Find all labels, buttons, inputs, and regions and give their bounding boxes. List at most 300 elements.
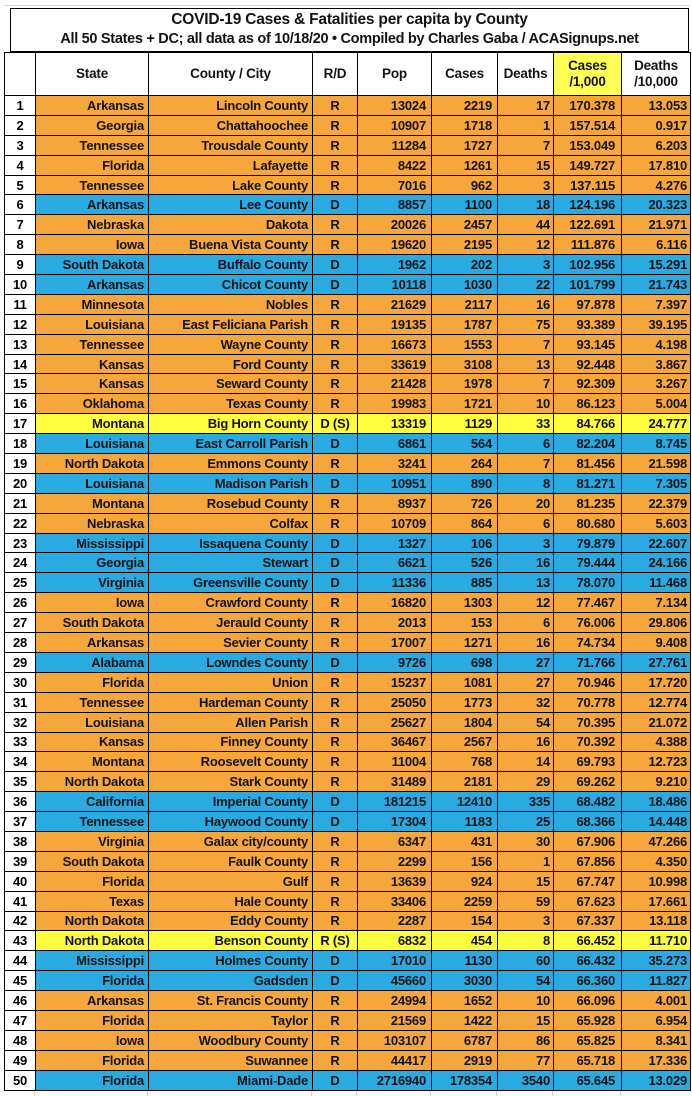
- cases-cell: 2219: [432, 96, 498, 116]
- cases-per-1000-cell: 92.309: [554, 374, 622, 394]
- state-cell: Tennessee: [36, 175, 149, 195]
- cases-per-1000-cell: 122.691: [554, 215, 622, 235]
- col-header-county: County / City: [149, 53, 313, 96]
- deaths-cell: 6: [498, 613, 554, 633]
- deaths-per-10000-cell: 5.603: [622, 513, 691, 533]
- cases-cell: 3030: [432, 971, 498, 991]
- county-cell: Crawford County: [149, 593, 313, 613]
- cases-per-1000-cell: 124.196: [554, 195, 622, 215]
- deaths-per-10000-cell: 4.350: [622, 851, 691, 871]
- deaths-per-10000-cell: 7.134: [622, 593, 691, 613]
- state-cell: Louisiana: [36, 314, 149, 334]
- party-cell: D: [313, 652, 358, 672]
- pop-cell: 13024: [358, 96, 432, 116]
- table-row: [5, 215, 691, 235]
- deaths-per-10000-cell: 35.273: [622, 951, 691, 971]
- cases-cell: 1303: [432, 593, 498, 613]
- county-cell: Hale County: [149, 891, 313, 911]
- county-cell: Lee County: [149, 195, 313, 215]
- rank-cell: 13: [5, 334, 36, 354]
- spreadsheet-gridline-bottom: [4, 1091, 690, 1096]
- rank-cell: 18: [5, 434, 36, 454]
- county-cell: Buena Vista County: [149, 235, 313, 255]
- cases-per-1000-cell: 86.123: [554, 394, 622, 414]
- table-row: [5, 931, 691, 951]
- deaths-cell: 6: [498, 513, 554, 533]
- party-cell: D: [313, 951, 358, 971]
- pop-cell: 33619: [358, 354, 432, 374]
- deaths-rate-header-line1: Deaths: [634, 58, 678, 73]
- county-cell: Lowndes County: [149, 652, 313, 672]
- cases-cell: 1129: [432, 414, 498, 434]
- party-cell: R: [313, 851, 358, 871]
- county-cell: Union: [149, 672, 313, 692]
- deaths-cell: 16: [498, 553, 554, 573]
- cases-per-1000-cell: 76.006: [554, 613, 622, 633]
- state-cell: North Dakota: [36, 931, 149, 951]
- deaths-cell: 86: [498, 1030, 554, 1050]
- state-cell: Kansas: [36, 354, 149, 374]
- deaths-cell: 13: [498, 573, 554, 593]
- deaths-cell: 7: [498, 454, 554, 474]
- cases-per-1000-cell: 67.337: [554, 911, 622, 931]
- rank-cell: 43: [5, 931, 36, 951]
- table-row: [5, 732, 691, 752]
- cases-cell: 3108: [432, 354, 498, 374]
- county-cell: Issaquena County: [149, 533, 313, 553]
- deaths-cell: 3540: [498, 1070, 554, 1090]
- cases-per-1000-cell: 68.482: [554, 792, 622, 812]
- deaths-cell: 59: [498, 891, 554, 911]
- deaths-per-10000-cell: 14.448: [622, 812, 691, 832]
- cases-per-1000-cell: 74.734: [554, 633, 622, 653]
- party-cell: R: [313, 374, 358, 394]
- cases-per-1000-cell: 84.766: [554, 414, 622, 434]
- rank-cell: 47: [5, 1010, 36, 1030]
- cases-cell: 1978: [432, 374, 498, 394]
- deaths-per-10000-cell: 21.072: [622, 712, 691, 732]
- state-cell: Texas: [36, 891, 149, 911]
- deaths-per-10000-cell: 39.195: [622, 314, 691, 334]
- party-cell: D: [313, 434, 358, 454]
- cases-per-1000-cell: 149.727: [554, 155, 622, 175]
- cases-per-1000-cell: 102.956: [554, 255, 622, 275]
- table-row: [5, 195, 691, 215]
- deaths-per-10000-cell: 4.001: [622, 991, 691, 1011]
- deaths-per-10000-cell: 8.341: [622, 1030, 691, 1050]
- rank-cell: 45: [5, 971, 36, 991]
- county-cell: Jerauld County: [149, 613, 313, 633]
- deaths-cell: 6: [498, 434, 554, 454]
- pop-cell: 10907: [358, 115, 432, 135]
- deaths-per-10000-cell: 5.004: [622, 394, 691, 414]
- county-cell: Trousdale County: [149, 135, 313, 155]
- party-cell: R: [313, 672, 358, 692]
- cases-per-1000-cell: 137.115: [554, 175, 622, 195]
- col-header-state: State: [36, 53, 149, 96]
- table-row: [5, 831, 691, 851]
- col-header-cases: Cases: [432, 53, 498, 96]
- deaths-per-10000-cell: 6.116: [622, 235, 691, 255]
- table-row: [5, 175, 691, 195]
- state-cell: Tennessee: [36, 135, 149, 155]
- pop-cell: 25050: [358, 692, 432, 712]
- rank-cell: 8: [5, 235, 36, 255]
- county-cell: Holmes County: [149, 951, 313, 971]
- deaths-per-10000-cell: 22.607: [622, 533, 691, 553]
- pop-cell: 1962: [358, 255, 432, 275]
- rank-cell: 12: [5, 314, 36, 334]
- pop-cell: 11284: [358, 135, 432, 155]
- cases-cell: 1183: [432, 812, 498, 832]
- deaths-cell: 15: [498, 1010, 554, 1030]
- deaths-per-10000-cell: 3.267: [622, 374, 691, 394]
- county-cell: Seward County: [149, 374, 313, 394]
- table-row: [5, 354, 691, 374]
- deaths-cell: 17: [498, 96, 554, 116]
- party-cell: R: [313, 294, 358, 314]
- pop-cell: 13319: [358, 414, 432, 434]
- deaths-per-10000-cell: 17.336: [622, 1050, 691, 1070]
- col-header-deaths: Deaths: [498, 53, 554, 96]
- page-title: COVID-19 Cases & Fatalities per capita by County: [171, 11, 528, 28]
- county-table: [4, 52, 691, 1091]
- state-cell: Nebraska: [36, 215, 149, 235]
- deaths-cell: 3: [498, 911, 554, 931]
- deaths-cell: 3: [498, 175, 554, 195]
- cases-per-1000-cell: 70.946: [554, 672, 622, 692]
- pop-cell: 2287: [358, 911, 432, 931]
- deaths-per-10000-cell: 11.468: [622, 573, 691, 593]
- cases-per-1000-cell: 111.876: [554, 235, 622, 255]
- state-cell: Mississippi: [36, 533, 149, 553]
- state-cell: Montana: [36, 752, 149, 772]
- state-cell: Iowa: [36, 235, 149, 255]
- county-cell: Greensville County: [149, 573, 313, 593]
- party-cell: D: [313, 792, 358, 812]
- cases-cell: 178354: [432, 1070, 498, 1090]
- rank-cell: 16: [5, 394, 36, 414]
- party-cell: R: [313, 752, 358, 772]
- party-cell: D: [313, 533, 358, 553]
- cases-cell: 154: [432, 911, 498, 931]
- party-cell: R: [313, 712, 358, 732]
- pop-cell: 19983: [358, 394, 432, 414]
- deaths-rate-header-line2: /10,000: [634, 74, 678, 89]
- county-cell: Nobles: [149, 294, 313, 314]
- state-cell: Florida: [36, 1050, 149, 1070]
- party-cell: R: [313, 394, 358, 414]
- cases-per-1000-cell: 93.389: [554, 314, 622, 334]
- table-row: [5, 493, 691, 513]
- pop-cell: 6621: [358, 553, 432, 573]
- table-row: [5, 1070, 691, 1090]
- deaths-per-10000-cell: 20.323: [622, 195, 691, 215]
- cases-per-1000-cell: 66.432: [554, 951, 622, 971]
- deaths-cell: 8: [498, 931, 554, 951]
- pop-cell: 2013: [358, 613, 432, 633]
- deaths-per-10000-cell: 17.661: [622, 891, 691, 911]
- rank-cell: 40: [5, 871, 36, 891]
- table-row: [5, 891, 691, 911]
- deaths-per-10000-cell: 13.118: [622, 911, 691, 931]
- rank-cell: 9: [5, 255, 36, 275]
- cases-per-1000-cell: 93.145: [554, 334, 622, 354]
- pop-cell: 21569: [358, 1010, 432, 1030]
- deaths-cell: 27: [498, 672, 554, 692]
- cases-per-1000-cell: 81.456: [554, 454, 622, 474]
- deaths-per-10000-cell: 17.810: [622, 155, 691, 175]
- cases-per-1000-cell: 153.049: [554, 135, 622, 155]
- party-cell: R: [313, 334, 358, 354]
- state-cell: Florida: [36, 155, 149, 175]
- cases-per-1000-cell: 67.747: [554, 871, 622, 891]
- rank-cell: 50: [5, 1070, 36, 1090]
- pop-cell: 17007: [358, 633, 432, 653]
- deaths-per-10000-cell: 10.998: [622, 871, 691, 891]
- rank-cell: 22: [5, 513, 36, 533]
- state-cell: Arkansas: [36, 991, 149, 1011]
- deaths-per-10000-cell: 27.761: [622, 652, 691, 672]
- county-cell: Lafayette: [149, 155, 313, 175]
- deaths-cell: 16: [498, 633, 554, 653]
- deaths-cell: 44: [498, 215, 554, 235]
- state-cell: Kansas: [36, 732, 149, 752]
- rank-cell: 24: [5, 553, 36, 573]
- table-row: [5, 613, 691, 633]
- cases-per-1000-cell: 68.366: [554, 812, 622, 832]
- pop-cell: 31489: [358, 772, 432, 792]
- rank-cell: 30: [5, 672, 36, 692]
- table-row: [5, 991, 691, 1011]
- party-cell: R: [313, 175, 358, 195]
- table-row: [5, 573, 691, 593]
- cases-cell: 202: [432, 255, 498, 275]
- table-row: [5, 473, 691, 493]
- party-cell: R: [313, 215, 358, 235]
- table-row: [5, 334, 691, 354]
- county-cell: Buffalo County: [149, 255, 313, 275]
- rank-cell: 3: [5, 135, 36, 155]
- rank-cell: 21: [5, 493, 36, 513]
- cases-per-1000-cell: 81.235: [554, 493, 622, 513]
- state-cell: Arkansas: [36, 633, 149, 653]
- county-cell: Stark County: [149, 772, 313, 792]
- cases-per-1000-cell: 66.452: [554, 931, 622, 951]
- rank-cell: 15: [5, 374, 36, 394]
- county-cell: Haywood County: [149, 812, 313, 832]
- rank-cell: 41: [5, 891, 36, 911]
- cases-per-1000-cell: 65.718: [554, 1050, 622, 1070]
- rank-cell: 7: [5, 215, 36, 235]
- pop-cell: 181215: [358, 792, 432, 812]
- state-cell: Tennessee: [36, 334, 149, 354]
- deaths-cell: 7: [498, 374, 554, 394]
- cases-per-1000-cell: 78.070: [554, 573, 622, 593]
- state-cell: Minnesota: [36, 294, 149, 314]
- pop-cell: 6861: [358, 434, 432, 454]
- party-cell: R: [313, 633, 358, 653]
- pop-cell: 7016: [358, 175, 432, 195]
- table-row: [5, 394, 691, 414]
- deaths-per-10000-cell: 21.743: [622, 275, 691, 295]
- table-row: [5, 255, 691, 275]
- deaths-cell: 75: [498, 314, 554, 334]
- rank-cell: 39: [5, 851, 36, 871]
- cases-per-1000-cell: 66.096: [554, 991, 622, 1011]
- cases-cell: 1261: [432, 155, 498, 175]
- cases-cell: 106: [432, 533, 498, 553]
- party-cell: R: [313, 1050, 358, 1070]
- pop-cell: 25627: [358, 712, 432, 732]
- party-cell: D: [313, 195, 358, 215]
- party-cell: R (S): [313, 931, 358, 951]
- cases-per-1000-cell: 66.360: [554, 971, 622, 991]
- cases-per-1000-cell: 65.645: [554, 1070, 622, 1090]
- pop-cell: 6832: [358, 931, 432, 951]
- cases-per-1000-cell: 101.799: [554, 275, 622, 295]
- rank-cell: 31: [5, 692, 36, 712]
- county-cell: Chicot County: [149, 275, 313, 295]
- cases-cell: 526: [432, 553, 498, 573]
- cases-cell: 564: [432, 434, 498, 454]
- state-cell: Nebraska: [36, 513, 149, 533]
- rank-cell: 35: [5, 772, 36, 792]
- state-cell: Arkansas: [36, 96, 149, 116]
- deaths-per-10000-cell: 4.276: [622, 175, 691, 195]
- cases-cell: 768: [432, 752, 498, 772]
- header-row: [5, 53, 691, 96]
- deaths-cell: 32: [498, 692, 554, 712]
- cases-cell: 1721: [432, 394, 498, 414]
- cases-cell: 2117: [432, 294, 498, 314]
- cases-per-1000-cell: 65.928: [554, 1010, 622, 1030]
- rank-cell: 46: [5, 991, 36, 1011]
- cases-per-1000-cell: 157.514: [554, 115, 622, 135]
- title-box: [10, 8, 689, 52]
- state-cell: Louisiana: [36, 473, 149, 493]
- state-cell: Montana: [36, 493, 149, 513]
- pop-cell: 10709: [358, 513, 432, 533]
- deaths-cell: 15: [498, 155, 554, 175]
- state-cell: Arkansas: [36, 195, 149, 215]
- cases-cell: 2195: [432, 235, 498, 255]
- deaths-per-10000-cell: 4.198: [622, 334, 691, 354]
- deaths-cell: 29: [498, 772, 554, 792]
- col-header-cases-per-1000: [554, 53, 622, 96]
- deaths-cell: 12: [498, 235, 554, 255]
- county-cell: Benson County: [149, 931, 313, 951]
- rank-cell: 1: [5, 96, 36, 116]
- cases-per-1000-cell: 69.793: [554, 752, 622, 772]
- table-row: [5, 652, 691, 672]
- cases-cell: 2457: [432, 215, 498, 235]
- table-row: [5, 633, 691, 653]
- county-cell: East Carroll Parish: [149, 434, 313, 454]
- pop-cell: 3241: [358, 454, 432, 474]
- deaths-cell: 16: [498, 732, 554, 752]
- party-cell: R: [313, 732, 358, 752]
- cases-cell: 153: [432, 613, 498, 633]
- party-cell: R: [313, 692, 358, 712]
- table-row: [5, 871, 691, 891]
- page-subtitle: All 50 States + DC; all data as of 10/18/20 • Compiled by Charles Gaba / ACASignups.net: [60, 31, 639, 47]
- cases-cell: 2919: [432, 1050, 498, 1070]
- table-row: [5, 434, 691, 454]
- state-cell: Tennessee: [36, 692, 149, 712]
- county-cell: Ford County: [149, 354, 313, 374]
- deaths-cell: 25: [498, 812, 554, 832]
- party-cell: R: [313, 354, 358, 374]
- table-row: [5, 96, 691, 116]
- rank-cell: 17: [5, 414, 36, 434]
- table-row: [5, 155, 691, 175]
- deaths-cell: 18: [498, 195, 554, 215]
- state-cell: Louisiana: [36, 434, 149, 454]
- col-header-deaths-per-10000: [622, 53, 691, 96]
- pop-cell: 9726: [358, 652, 432, 672]
- rank-cell: 4: [5, 155, 36, 175]
- cases-cell: 890: [432, 473, 498, 493]
- state-cell: Florida: [36, 1010, 149, 1030]
- cases-cell: 1553: [432, 334, 498, 354]
- deaths-per-10000-cell: 29.806: [622, 613, 691, 633]
- table-row: [5, 851, 691, 871]
- table-row: [5, 553, 691, 573]
- rank-cell: 25: [5, 573, 36, 593]
- party-cell: R: [313, 772, 358, 792]
- party-cell: R: [313, 115, 358, 135]
- county-cell: Madison Parish: [149, 473, 313, 493]
- party-cell: D: [313, 573, 358, 593]
- deaths-cell: 1: [498, 115, 554, 135]
- deaths-cell: 7: [498, 334, 554, 354]
- cases-per-1000-cell: 79.444: [554, 553, 622, 573]
- county-cell: St. Francis County: [149, 991, 313, 1011]
- rank-cell: 26: [5, 593, 36, 613]
- deaths-per-10000-cell: 8.745: [622, 434, 691, 454]
- cases-per-1000-cell: 70.778: [554, 692, 622, 712]
- col-header-pop: Pop: [358, 53, 432, 96]
- table-row: [5, 712, 691, 732]
- county-cell: Chattahoochee: [149, 115, 313, 135]
- rank-cell: 36: [5, 792, 36, 812]
- rank-cell: 23: [5, 533, 36, 553]
- cases-cell: 1422: [432, 1010, 498, 1030]
- party-cell: R: [313, 454, 358, 474]
- table-row: [5, 692, 691, 712]
- state-cell: Iowa: [36, 1030, 149, 1050]
- state-cell: South Dakota: [36, 613, 149, 633]
- party-cell: R: [313, 911, 358, 931]
- rank-cell: 27: [5, 613, 36, 633]
- state-cell: Montana: [36, 414, 149, 434]
- pop-cell: 21428: [358, 374, 432, 394]
- table-row: [5, 812, 691, 832]
- deaths-per-10000-cell: 13.053: [622, 96, 691, 116]
- cases-cell: 1271: [432, 633, 498, 653]
- party-cell: R: [313, 613, 358, 633]
- state-cell: Arkansas: [36, 275, 149, 295]
- county-cell: Lake County: [149, 175, 313, 195]
- state-cell: California: [36, 792, 149, 812]
- table-row: [5, 971, 691, 991]
- rank-cell: 2: [5, 115, 36, 135]
- table-row: [5, 1010, 691, 1030]
- rank-cell: 38: [5, 831, 36, 851]
- state-cell: Louisiana: [36, 712, 149, 732]
- pop-cell: 45660: [358, 971, 432, 991]
